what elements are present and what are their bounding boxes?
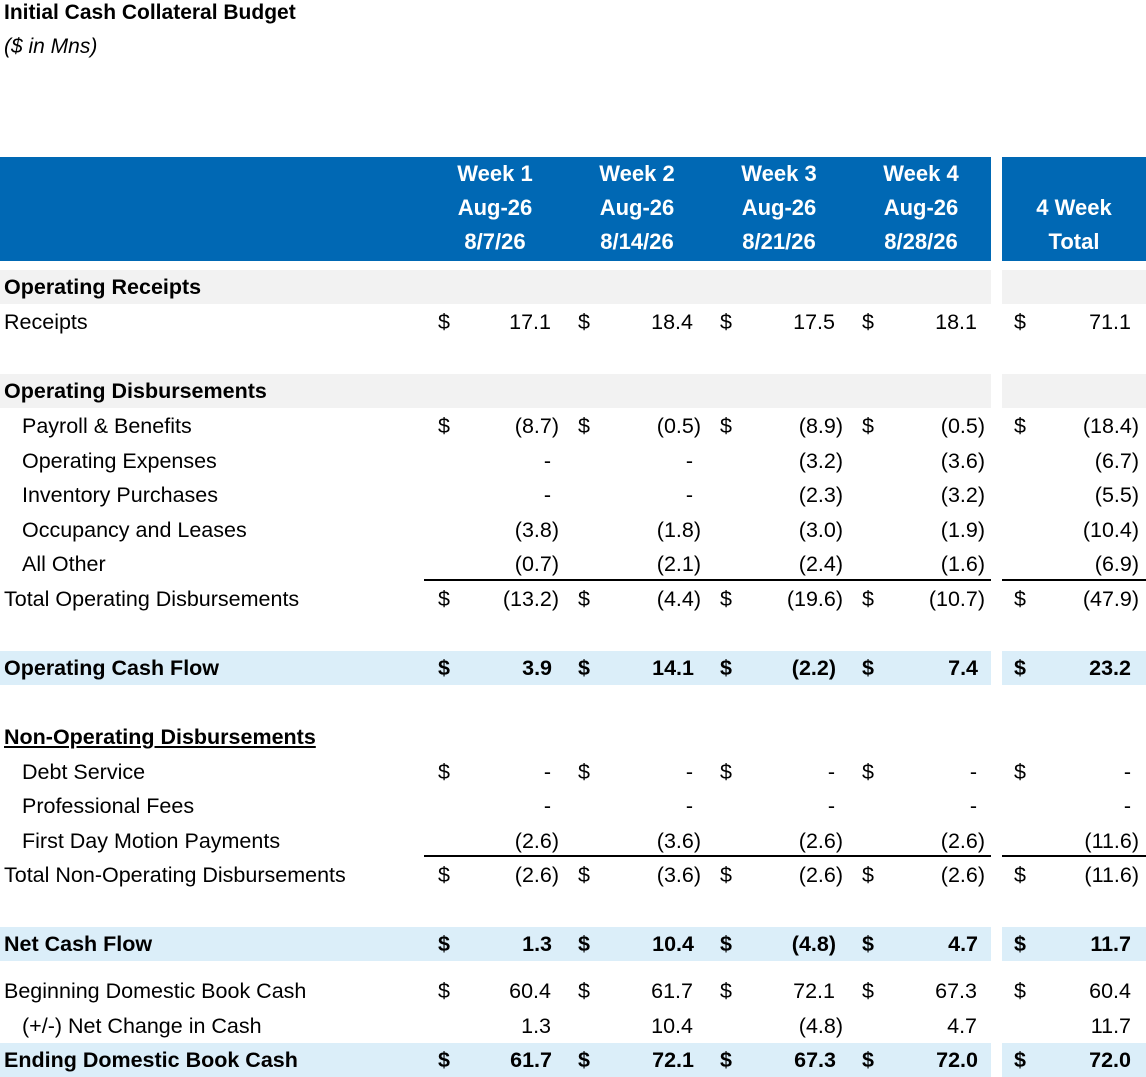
currency-symbol: $ <box>438 1048 450 1072</box>
currency-symbol: $ <box>578 1048 590 1072</box>
week-4-cell: (0.5) <box>940 414 985 438</box>
week-3-cell: 67.3 <box>794 1048 836 1072</box>
row-label: Operating Cash Flow <box>4 656 220 680</box>
total-label-line2: Total <box>1048 229 1100 254</box>
currency-symbol: $ <box>862 979 874 1003</box>
date-label: 8/21/26 <box>742 229 816 254</box>
week-4-cell: (1.6) <box>940 552 985 576</box>
total-cell: - <box>1123 760 1131 784</box>
total-cell: (11.6) <box>1084 863 1139 887</box>
month-label: Aug-26 <box>457 195 533 220</box>
week-3-cell: (2.2) <box>791 656 836 680</box>
week-2-cell: (0.5) <box>656 414 701 438</box>
currency-symbol: $ <box>438 587 450 611</box>
currency-symbol: $ <box>862 587 874 611</box>
currency-symbol: $ <box>578 587 590 611</box>
currency-symbol: $ <box>720 414 732 438</box>
currency-symbol: $ <box>1014 587 1026 611</box>
week-3-cell: (3.0) <box>798 518 843 542</box>
table-row-net-cash-flow <box>0 927 1146 961</box>
week-4-cell: - <box>969 794 977 818</box>
week-1-cell: 60.4 <box>509 979 551 1003</box>
table-row-debt-service <box>0 755 1146 789</box>
week-label: Week 4 <box>883 161 959 186</box>
week-3-cell: (8.9) <box>798 414 843 438</box>
currency-symbol: $ <box>578 979 590 1003</box>
total-cell: 71.1 <box>1089 310 1131 334</box>
table-row-first-day-motion <box>0 824 1146 858</box>
section-header-operating-receipts <box>0 270 1146 304</box>
table-row-occupancy <box>0 513 1146 547</box>
row-label: Inventory Purchases <box>22 483 218 507</box>
week-1-cell: (0.7) <box>514 552 559 576</box>
date-label: 8/14/26 <box>600 229 674 254</box>
currency-symbol: $ <box>720 760 732 784</box>
week-3-cell: 17.5 <box>793 310 835 334</box>
week-4-cell: 72.0 <box>936 1048 978 1072</box>
week-1-cell: (2.6) <box>514 863 559 887</box>
total-cell: (6.7) <box>1094 449 1139 473</box>
currency-symbol: $ <box>1014 863 1026 887</box>
currency-symbol: $ <box>862 414 874 438</box>
table-row-receipts <box>0 305 1146 339</box>
table-row-ending-cash <box>0 1043 1146 1077</box>
row-label: Beginning Domestic Book Cash <box>4 979 307 1003</box>
row-label: Professional Fees <box>22 794 195 818</box>
total-cell: - <box>1123 794 1131 818</box>
total-cell: 11.7 <box>1090 1014 1131 1038</box>
currency-symbol: $ <box>578 414 590 438</box>
total-cell: 11.7 <box>1090 932 1131 956</box>
row-label: Total Non-Operating Disbursements <box>4 863 346 887</box>
week-1-cell: 1.3 <box>521 1014 551 1038</box>
currency-symbol: $ <box>862 656 874 680</box>
date-label: 8/28/26 <box>884 229 958 254</box>
total-cell: (10.4) <box>1082 518 1139 542</box>
week-4-cell: 4.7 <box>948 932 978 956</box>
currency-symbol: $ <box>578 656 590 680</box>
week-3-cell: 72.1 <box>793 979 835 1003</box>
currency-symbol: $ <box>438 760 450 784</box>
row-label: All Other <box>22 552 106 576</box>
currency-symbol: $ <box>1014 310 1026 334</box>
row-label: First Day Motion Payments <box>22 829 281 853</box>
month-label: Aug-26 <box>599 195 675 220</box>
currency-symbol: $ <box>578 932 590 956</box>
currency-symbol: $ <box>720 587 732 611</box>
currency-symbol: $ <box>720 932 732 956</box>
currency-symbol: $ <box>1014 979 1026 1003</box>
currency-symbol: $ <box>1014 414 1026 438</box>
currency-symbol: $ <box>1014 760 1026 784</box>
table-row-professional-fees <box>0 789 1146 823</box>
week-4-cell: 67.3 <box>935 979 977 1003</box>
table-row-operating-expenses <box>0 444 1146 478</box>
table-row-payroll <box>0 409 1146 443</box>
week-2-cell: - <box>685 483 693 507</box>
week-4-cell: (2.6) <box>940 829 985 853</box>
column-header-total <box>1002 157 1146 261</box>
section-label: Operating Disbursements <box>4 379 267 403</box>
week-1-cell: 1.3 <box>522 932 552 956</box>
row-label: Operating Expenses <box>22 449 217 473</box>
section-label: Operating Receipts <box>4 275 202 299</box>
row-label: Occupancy and Leases <box>22 518 247 542</box>
table-row-operating-cash-flow <box>0 651 1146 685</box>
week-2-cell: - <box>685 794 693 818</box>
total-cell: (5.5) <box>1094 483 1139 507</box>
week-3-cell: (3.2) <box>798 449 843 473</box>
month-label: Aug-26 <box>883 195 959 220</box>
page-title: Initial Cash Collateral Budget <box>4 1 296 24</box>
week-4-cell: (3.6) <box>940 449 985 473</box>
table-row-total-operating-disbursements <box>0 582 1146 616</box>
currency-symbol: $ <box>438 414 450 438</box>
currency-symbol: $ <box>438 932 450 956</box>
week-2-cell: (4.4) <box>656 587 701 611</box>
row-label: Total Operating Disbursements <box>4 587 300 611</box>
page-subtitle: ($ in Mns) <box>4 35 98 58</box>
currency-symbol: $ <box>862 310 874 334</box>
section-header-non-operating-disbursements <box>0 720 1146 754</box>
total-cell: (47.9) <box>1082 587 1139 611</box>
week-1-cell: - <box>543 483 551 507</box>
currency-symbol: $ <box>720 979 732 1003</box>
column-header-week-4 <box>850 157 992 261</box>
date-label: 8/7/26 <box>464 229 526 254</box>
table-row-beginning-cash <box>0 974 1146 1008</box>
total-cell: 23.2 <box>1089 656 1131 680</box>
row-label: Receipts <box>4 310 88 334</box>
week-2-cell: 10.4 <box>651 1014 693 1038</box>
currency-symbol: $ <box>720 310 732 334</box>
currency-symbol: $ <box>1014 1048 1026 1072</box>
week-3-cell: (2.6) <box>798 863 843 887</box>
week-1-cell: - <box>543 794 551 818</box>
table-row-all-other <box>0 547 1146 581</box>
column-header-week-3 <box>708 157 850 261</box>
week-4-cell: (10.7) <box>928 587 985 611</box>
currency-symbol: $ <box>862 932 874 956</box>
week-2-cell: 10.4 <box>652 932 694 956</box>
currency-symbol: $ <box>862 760 874 784</box>
week-1-cell: (8.7) <box>514 414 559 438</box>
week-1-cell: 3.9 <box>522 656 552 680</box>
week-2-cell: - <box>685 449 693 473</box>
currency-symbol: $ <box>1014 656 1026 680</box>
week-3-cell: (2.4) <box>798 552 843 576</box>
row-label: Payroll & Benefits <box>22 414 192 438</box>
column-header-week-2 <box>566 157 708 261</box>
currency-symbol: $ <box>862 1048 874 1072</box>
total-cell: (11.6) <box>1084 829 1139 853</box>
week-4-cell: 4.7 <box>947 1014 977 1038</box>
week-1-cell: 61.7 <box>510 1048 552 1072</box>
week-3-cell: (4.8) <box>791 932 836 956</box>
week-4-cell: 7.4 <box>948 656 978 680</box>
week-1-cell: (2.6) <box>514 829 559 853</box>
week-2-cell: (3.6) <box>656 829 701 853</box>
row-label: Net Cash Flow <box>4 932 153 956</box>
currency-symbol: $ <box>1014 932 1026 956</box>
week-4-cell: 18.1 <box>935 310 977 334</box>
week-2-cell: - <box>685 760 693 784</box>
week-label: Week 2 <box>599 161 675 186</box>
week-2-cell: 14.1 <box>652 656 694 680</box>
total-cell: (6.9) <box>1094 552 1139 576</box>
week-1-cell: - <box>543 449 551 473</box>
week-2-cell: (1.8) <box>656 518 701 542</box>
section-header-operating-disbursements <box>0 374 1146 408</box>
week-4-cell: (3.2) <box>940 483 985 507</box>
table-row-inventory <box>0 478 1146 512</box>
week-2-cell: (2.1) <box>656 552 701 576</box>
week-3-cell: (2.3) <box>798 483 843 507</box>
row-label: Ending Domestic Book Cash <box>4 1048 298 1072</box>
table-row-net-change <box>0 1009 1146 1043</box>
currency-symbol: $ <box>438 979 450 1003</box>
week-3-cell: - <box>827 794 835 818</box>
total-cell: 72.0 <box>1089 1048 1131 1072</box>
week-2-cell: (3.6) <box>656 863 701 887</box>
total-cell: (18.4) <box>1082 414 1139 438</box>
row-label: (+/-) Net Change in Cash <box>22 1014 262 1038</box>
week-label: Week 3 <box>741 161 817 186</box>
week-1-cell: 17.1 <box>509 310 551 334</box>
currency-symbol: $ <box>578 863 590 887</box>
column-header-week-1 <box>424 157 566 261</box>
currency-symbol: $ <box>578 760 590 784</box>
week-3-cell: (2.6) <box>798 829 843 853</box>
week-2-cell: 61.7 <box>651 979 693 1003</box>
week-3-cell: (19.6) <box>786 587 843 611</box>
week-1-cell: (3.8) <box>514 518 559 542</box>
section-label: Non-Operating Disbursements <box>4 725 316 749</box>
week-1-cell: (13.2) <box>502 587 559 611</box>
month-label: Aug-26 <box>741 195 817 220</box>
week-4-cell: (1.9) <box>940 518 985 542</box>
table-row-total-non-operating-disbursements <box>0 858 1146 892</box>
total-label-line1: 4 Week <box>1036 195 1112 220</box>
currency-symbol: $ <box>720 1048 732 1072</box>
week-2-cell: 72.1 <box>652 1048 694 1072</box>
week-3-cell: - <box>827 760 835 784</box>
week-label: Week 1 <box>457 161 533 186</box>
week-1-cell: - <box>543 760 551 784</box>
week-2-cell: 18.4 <box>651 310 693 334</box>
week-3-cell: (4.8) <box>798 1014 843 1038</box>
currency-symbol: $ <box>720 863 732 887</box>
total-cell: 60.4 <box>1089 979 1131 1003</box>
week-4-cell: (2.6) <box>940 863 985 887</box>
currency-symbol: $ <box>720 656 732 680</box>
currency-symbol: $ <box>862 863 874 887</box>
currency-symbol: $ <box>578 310 590 334</box>
row-label: Debt Service <box>22 760 146 784</box>
currency-symbol: $ <box>438 310 450 334</box>
week-4-cell: - <box>969 760 977 784</box>
currency-symbol: $ <box>438 656 450 680</box>
currency-symbol: $ <box>438 863 450 887</box>
